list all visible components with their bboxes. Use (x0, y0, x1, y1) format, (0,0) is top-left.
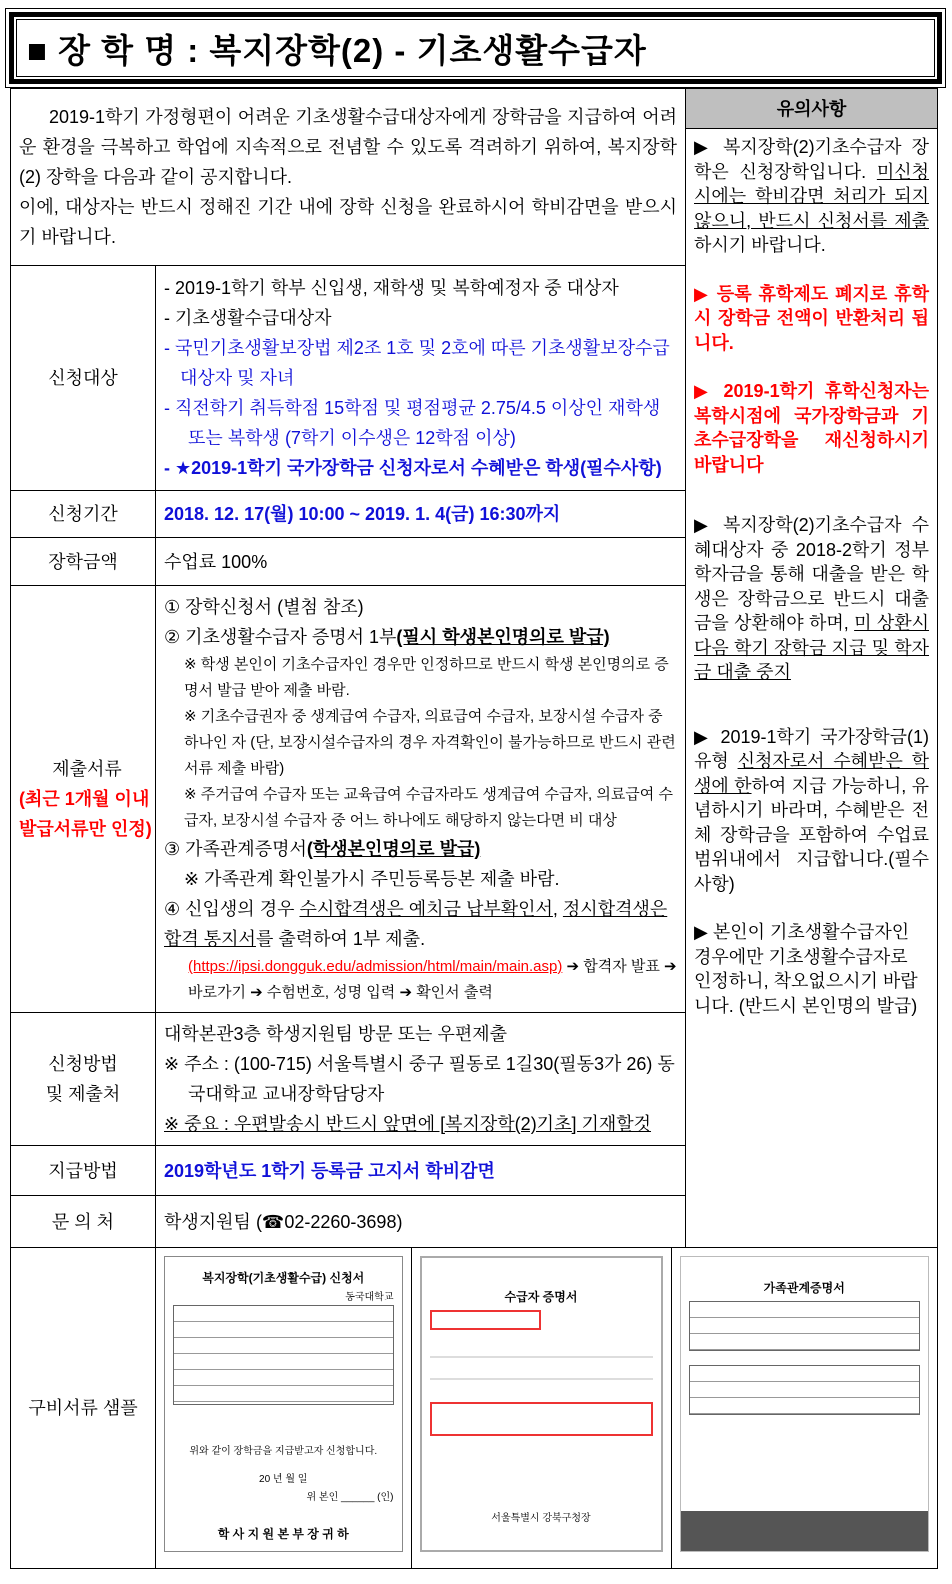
notes-header: 유의사항 (686, 89, 937, 129)
title-box (5, 8, 946, 88)
note-6: ▶ 본인이 기초생활수급자인 경우에만 기초생활수급자로 인정하니, 착오없으시기 바랍니다. (반드시 본인명의 발급) (694, 922, 918, 1016)
amount-value: 수업료 100% (156, 538, 686, 586)
docs-label: 제출서류 (최근 1개월 이내 발급서류만 인정) (11, 586, 156, 1013)
intro-paragraph: 2019-1학기 가정형편이 어려운 기초생활수급대상자에게 장학금을 지급하여 어려운 환경을 극복하고 학업에 지속적으로 전념할 수 있도록 격려하기 위하여, 복지장학(2) 장학을 다음과 같이 공지합니다. (19, 107, 678, 187)
method-label: 신청방법 및 제출처 (11, 1013, 156, 1146)
note-1: ▶ 복지장학(2)기초수급자 장학은 신청장학입니다. 미신청시에는 학비감면 처리가 되지 않으니, 반드시 신청서를 제출하시기 바랍니다. (694, 137, 930, 255)
period-label: 신청기간 (11, 491, 156, 538)
doc-note: ※ 주거급여 수급자 또는 교육급여 수급자라도 생계급여 수급자, 의료급여 수급자, 보장시설 수급자 중 어느 하나에도 해당하지 않는다면 비 대상 (184, 786, 673, 829)
note-5: ▶ 2019-1학기 국가장학금(1)유형 신청자로서 수혜받은 학생에 한하여 지급 가능하니, 유념하시기 바라며, 수혜받은 전체 장학금을 포함하여 수업료 범위내에서 지급합니다.(필수사항) (694, 726, 930, 894)
method-content (156, 1013, 686, 1146)
admission-link[interactable]: (https://ipsi.dongguk.edu/admission/html/main/main.asp) (188, 958, 563, 975)
target-item: - 2019-1학기 학부 신입생, 재학생 및 복학예정자 중 대상자 (164, 278, 619, 298)
sample-family-certificate: 가족관계증명서 (671, 1248, 937, 1568)
doc-item: ① 장학신청서 (별첨 참조) (164, 597, 364, 617)
intro-paragraph: 이에, 대상자는 반드시 정해진 기간 내에 장학 신청을 완료하시어 학비감면을 받으시기 바랍니다. (19, 197, 678, 247)
target-label: 신청대상 (11, 266, 156, 491)
amount-label: 장학금액 (11, 538, 156, 586)
method-line: ※ 중요 : 우편발송시 반드시 앞면에 [복지장학(2)기초] 기재할것 (164, 1114, 652, 1134)
page-title: ■ 장 학 명 : 복지장학(2) - 기초생활수급자 (16, 19, 935, 77)
doc-note: ※ 가족관계 확인불가시 주민등록등본 제출 바람. (184, 869, 560, 889)
pay-value: 2019학년도 1학기 등록금 고지서 학비감면 (156, 1146, 686, 1196)
method-line: 대학본관3층 학생지원팀 방문 또는 우편제출 (164, 1024, 507, 1044)
note-3: ▶ 2019-1학기 휴학신청자는 복학시점에 국가장학금과 기초수급장학을 재신청하시기 바랍니다 (694, 381, 930, 475)
note-2: ▶ 등록 휴학제도 폐지로 휴학시 장학금 전액이 반환처리 됩니다. (694, 283, 930, 353)
doc-item: ② 기초생활수급자 증명서 1부(필시 학생본인명의로 발급) (164, 627, 610, 647)
sample-recipient-certificate: 수급자 증명서 서울특별시 강북구청장 (411, 1248, 671, 1568)
contact-value: 학생지원팀 (☎02-2260-3698) (156, 1196, 686, 1248)
target-item: - 국민기초생활보장법 제2조 1호 및 2호에 따른 기초생활보장수급대상자 및 자녀 (164, 338, 670, 388)
doc-note: ※ 기초수급권자 중 생계급여 수급자, 의료급여 수급자, 보장시설 수급자 중 하나인 자 (단, 보장시설수급자의 경우 자격확인이 불가능하므로 반드시 관련 서류 제출 바람) (184, 708, 676, 777)
notes-panel (686, 89, 938, 1248)
target-content (156, 266, 686, 491)
method-line: ※ 주소 : (100-715) 서울특별시 중구 필동로 1길30(필동3가 26) 동국대학교 교내장학담당자 (164, 1054, 675, 1104)
intro (11, 89, 686, 266)
docs-content (156, 586, 686, 1013)
contact-label: 문 의 처 (11, 1196, 156, 1248)
target-item: - ★2019-1학기 국가장학금 신청자로서 수혜받은 학생(필수사항) (164, 458, 662, 478)
doc-link-row: (https://ipsi.dongguk.edu/admission/html/main/main.asp) ➔ 합격자 발표 ➔ 바로가기 ➔ 수험번호, 성명 입력 ➔ 확인서 출력 (188, 958, 677, 1001)
doc-item: ③ 가족관계증명서(학생본인명의로 발급) (164, 839, 481, 859)
docs-label-note: (최근 1개월 이내 발급서류만 인정) (19, 789, 152, 839)
note-4: ▶ 복지장학(2)기초수급자 수혜대상자 중 2018-2학기 정부학자금을 통해 대출을 받은 학생은 장학금으로 반드시 대출금을 상환해야 하며, 미 상환시 다음 학기 장학금 지급 및 학자금 대출 중지 (694, 515, 930, 682)
doc-item: ④ 신입생의 경우 수시합격생은 예치금 납부확인서, 정시합격생은 합격 통지서를 출력하여 1부 제출. (164, 899, 668, 949)
samples-content (156, 1248, 938, 1569)
target-item: - 직전학기 취득학점 15학점 및 평점평균 2.75/4.5 이상인 재학생 또는 복학생 (7학기 이수생은 12학점 이상) (164, 398, 661, 448)
pay-label: 지급방법 (11, 1146, 156, 1196)
period-value: 2018. 12. 17(월) 10:00 ~ 2019. 1. 4(금) 16:30까지 (156, 491, 686, 538)
doc-note: ※ 학생 본인이 기초수급자인 경우만 인정하므로 반드시 학생 본인명의로 증명서 발급 받아 제출 바람. (184, 656, 669, 699)
sample-application-form: 복지장학(기초생활수급) 신청서 동국대학교 위와 같이 장학금을 지급받고자 신청합니다. 20 년 월 일 위 본인 ______ (인) 학 사 지 원 본 부 장 귀 하 (156, 1248, 411, 1568)
target-item: - 기초생활수급대상자 (164, 308, 332, 328)
samples-label: 구비서류 샘플 (11, 1248, 156, 1569)
scholarship-table (10, 88, 938, 1569)
